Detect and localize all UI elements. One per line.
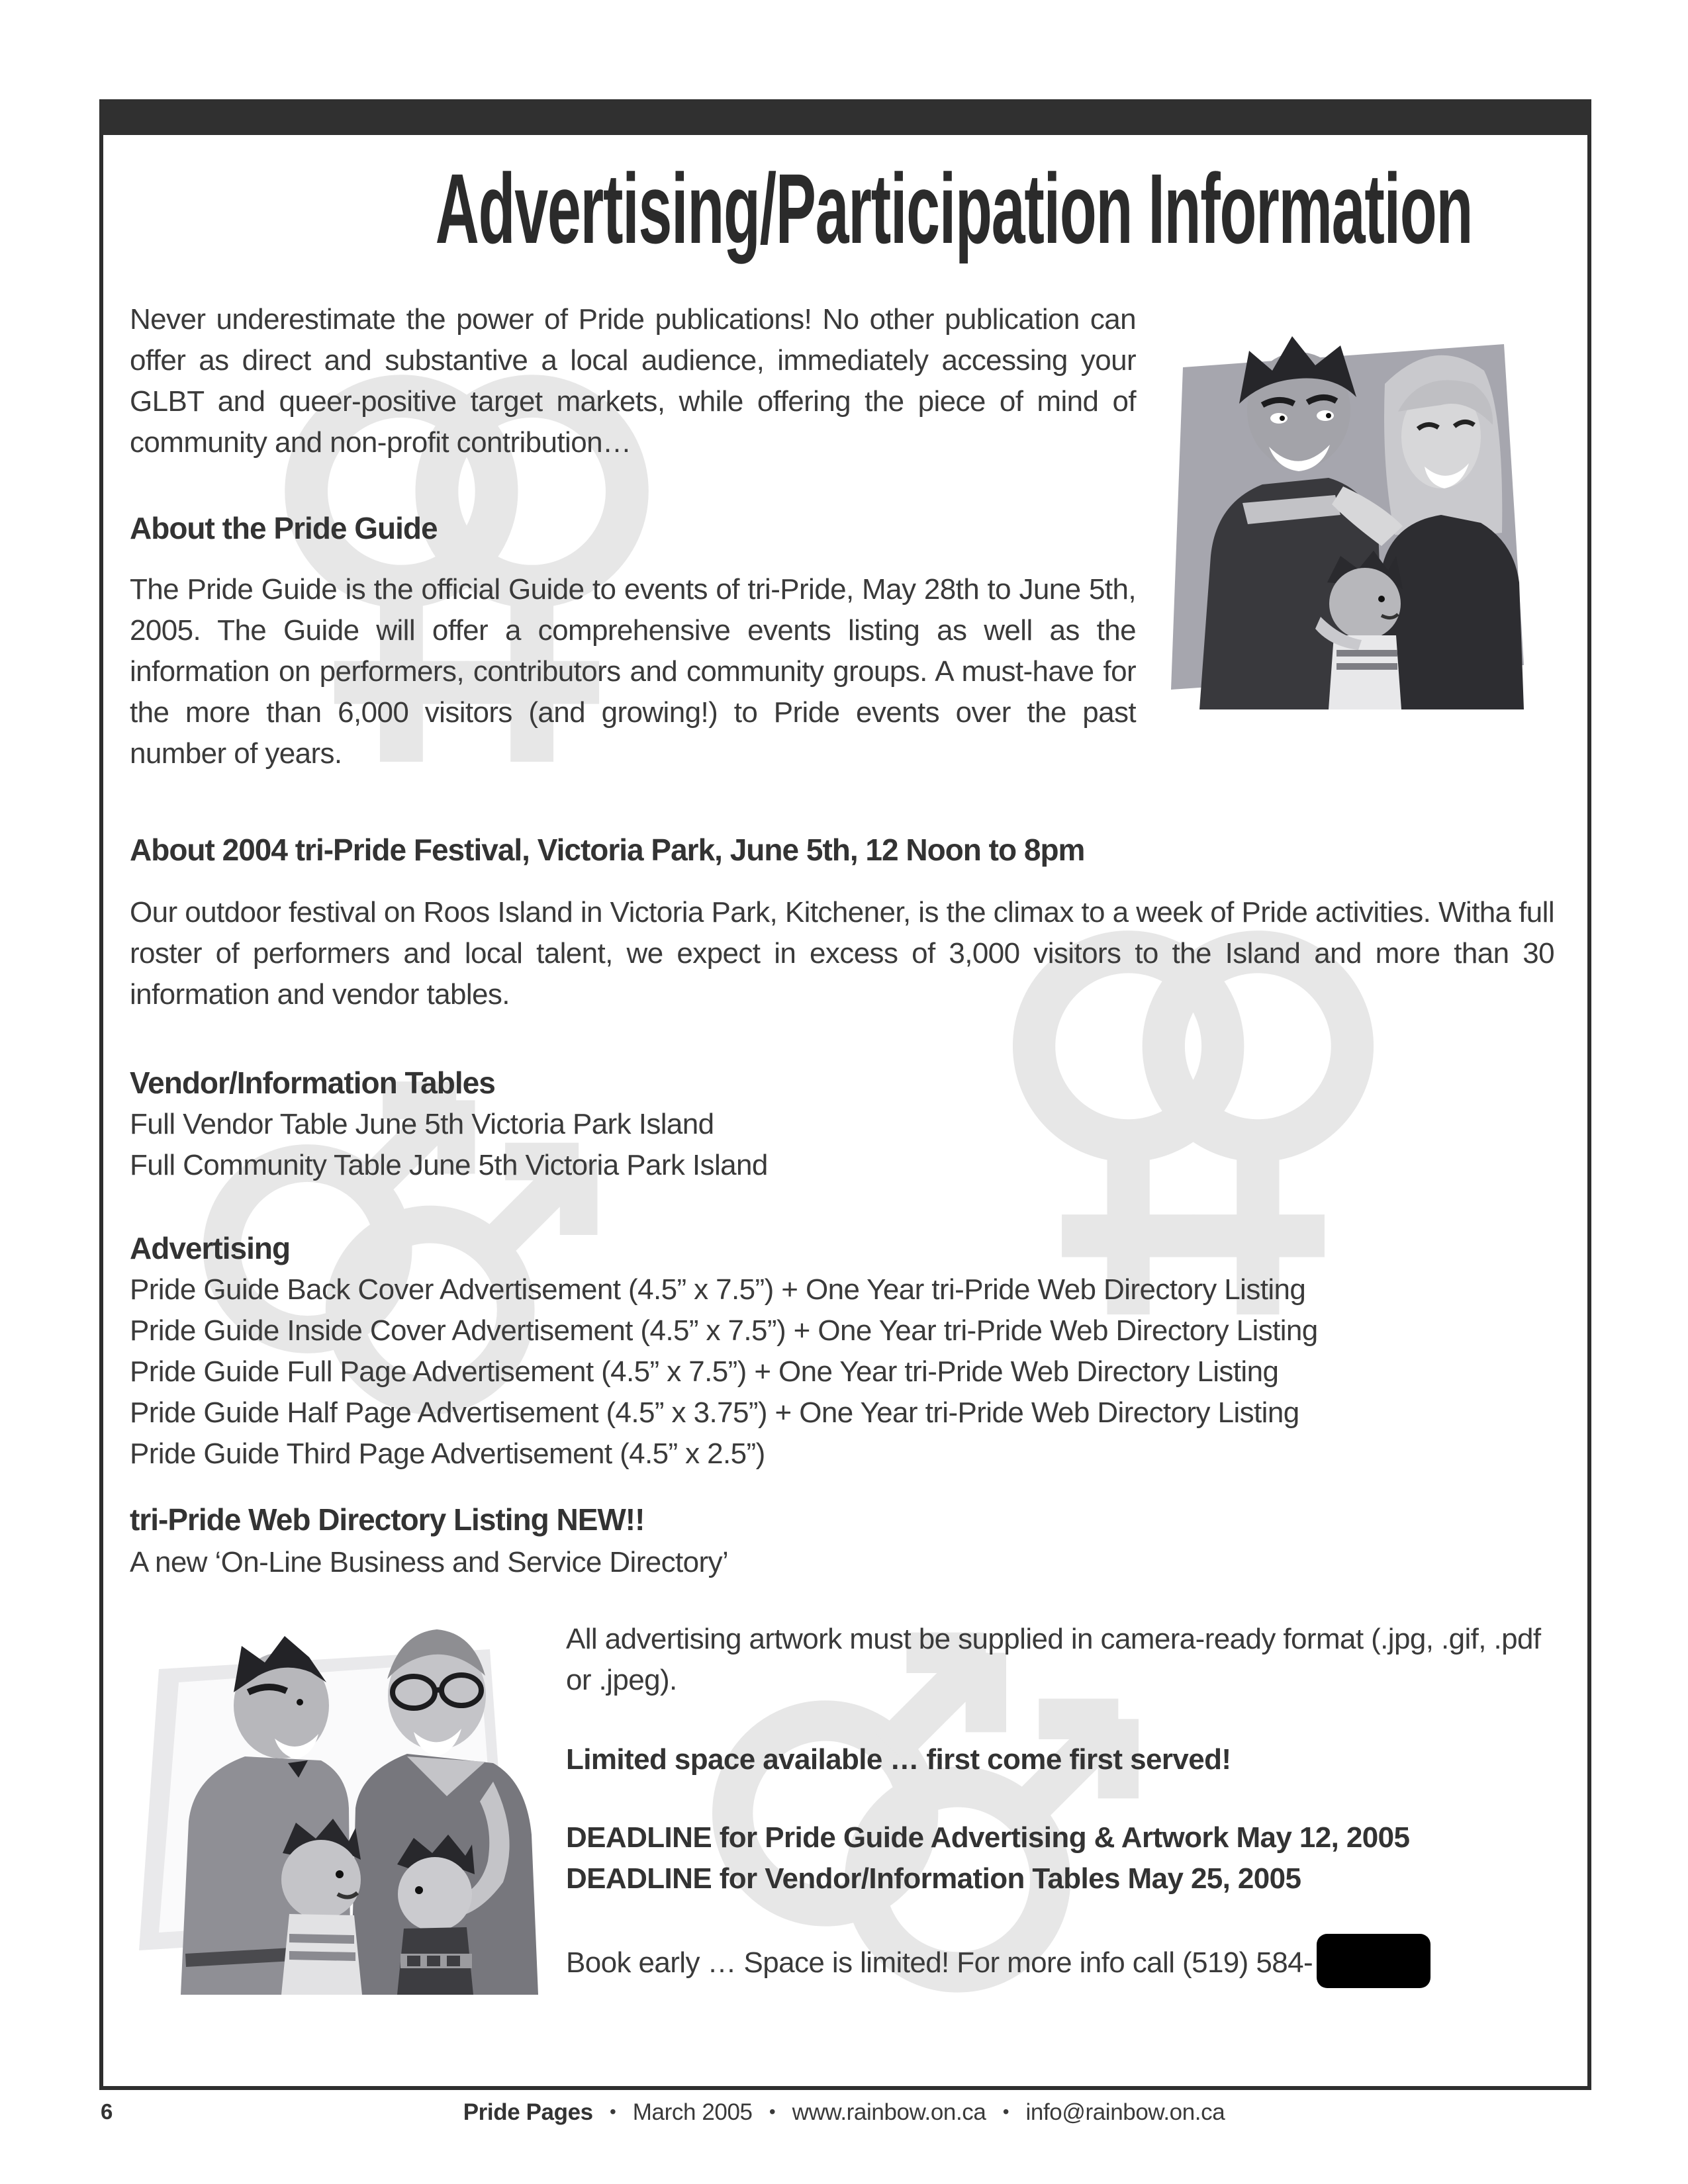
advertising-line: Pride Guide Back Cover Advertisement (4.5” x 7.5”) + One Year tri-Pride Web Directory Listing: [130, 1273, 1306, 1306]
book-early-line: [566, 1934, 1559, 1988]
deadlines: [566, 1817, 1559, 1899]
intro-paragraph: Never underestimate the power of Pride publications! No other publication can offer as direct and substantive a local audience, immediately accessing your GLBT and queer-positive target markets, while offering the piece of mind of community and non-profit contribution…: [130, 303, 1136, 459]
heading-web-directory: tri-Pride Web Directory Listing NEW!!: [130, 1502, 645, 1537]
header-bar: [99, 99, 1591, 135]
footer-email: info@rainbow.on.ca: [1025, 2099, 1225, 2125]
festival-paragraph: Our outdoor festival on Roos Island in Victoria Park, Kitchener, is the climax to a week of Pride activities. Witha full roster of performers and local talent, we expect in excess of 3,000 visitors to the Island and more than 30 information and vendor tables.: [130, 896, 1554, 1011]
heading-about-pride-guide: About the Pride Guide: [130, 511, 438, 545]
advertising-line: Pride Guide Inside Cover Advertisement (4.5” x 7.5”) + One Year tri-Pride Web Directory Listing: [130, 1314, 1318, 1347]
footer-separator: •: [769, 2101, 776, 2122]
limited-space-line: Limited space available … first come first served!: [566, 1743, 1231, 1776]
two-women-with-child-illustration: [1163, 304, 1531, 709]
page-title-text: Advertising/Participation Information: [435, 153, 1473, 264]
vendor-line: Full Community Table June 5th Victoria Park Island: [130, 1149, 768, 1181]
web-directory-line: A new ‘On-Line Business and Service Directory’: [130, 1546, 729, 1578]
deadline-advertising: DEADLINE for Pride Guide Advertising & Artwork May 12, 2005: [566, 1821, 1410, 1854]
footer-separator: •: [1002, 2101, 1009, 2122]
heading-festival: About 2004 tri-Pride Festival, Victoria Park, June 5th, 12 Noon to 8pm: [130, 833, 1085, 867]
vendor-line: Full Vendor Table June 5th Victoria Park Island: [130, 1108, 714, 1140]
book-early-text: Book early … Space is limited! For more info call (519) 584-: [566, 1946, 1313, 1979]
footer: [0, 2099, 1688, 2126]
heading-vendor-tables: Vendor/Information Tables: [130, 1066, 495, 1100]
page-title: [104, 153, 1587, 264]
footer-publication: Pride Pages: [463, 2099, 593, 2125]
advertising-line: Pride Guide Half Page Advertisement (4.5” x 3.75”) + One Year tri-Pride Web Directory Listing: [130, 1396, 1299, 1429]
footer-date: March 2005: [632, 2099, 753, 2125]
pride-guide-paragraph: The Pride Guide is the official Guide to events of tri-Pride, May 28th to June 5th, 2005. The Guide will offer a comprehensive events listing as well as the information on performers, contributors and community groups. A must-have for the more than 6,000 visitors (and growing!) to Pride events over the past number of years.: [130, 573, 1136, 770]
artwork-note: All advertising artwork must be supplied in camera-ready format (.jpg, .gif, .pdf or .jpeg).: [566, 1623, 1541, 1696]
footer-website: www.rainbow.on.ca: [792, 2099, 986, 2125]
advertising-line: Pride Guide Third Page Advertisement (4.5” x 2.5”): [130, 1437, 765, 1470]
advertising-line: Pride Guide Full Page Advertisement (4.5” x 7.5”) + One Year tri-Pride Web Directory Listing: [130, 1355, 1279, 1388]
redacted-phone-box: [1317, 1934, 1430, 1988]
footer-separator: •: [610, 2101, 616, 2122]
booking-block: [566, 1619, 1559, 1988]
heading-advertising: Advertising: [130, 1231, 291, 1265]
deadline-vendor: DEADLINE for Vendor/Information Tables May 25, 2005: [566, 1862, 1301, 1895]
footer-page-number: 6: [101, 2099, 113, 2124]
two-men-with-two-boys-illustration: [122, 1583, 549, 1995]
